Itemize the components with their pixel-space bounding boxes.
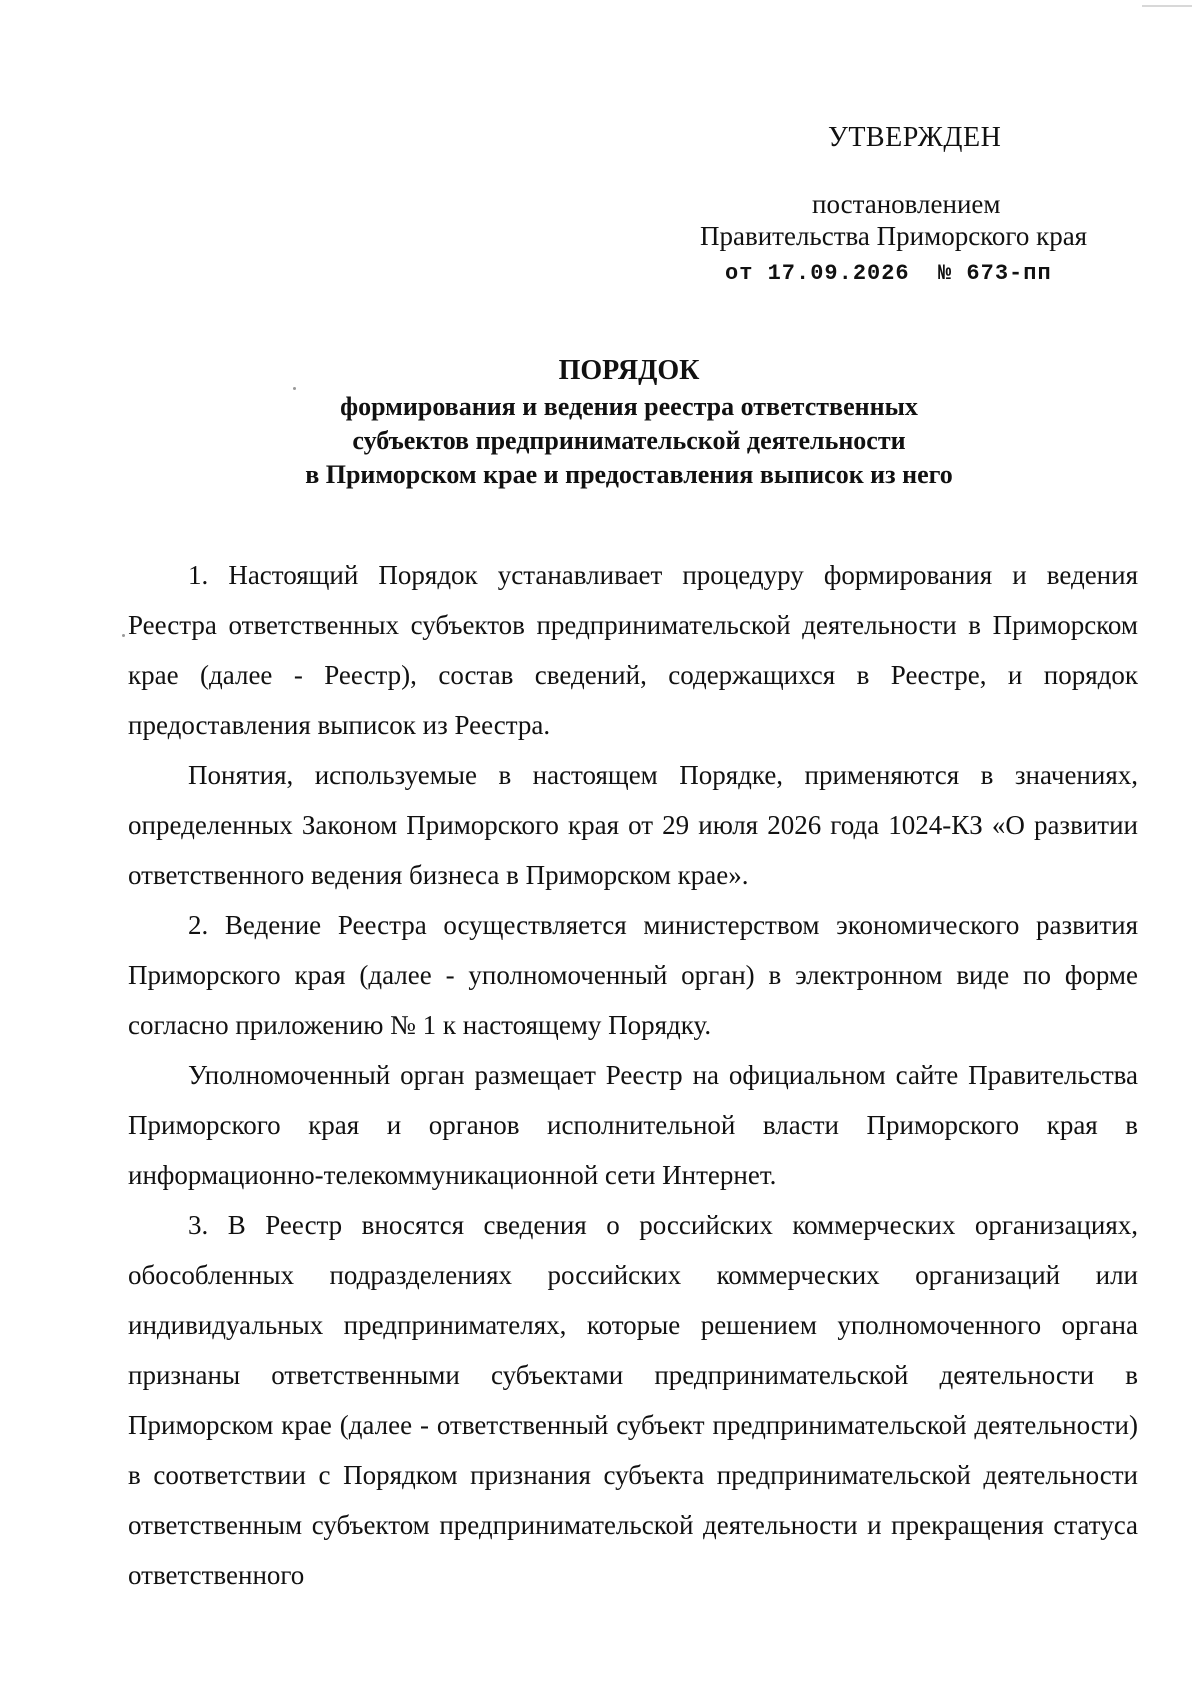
document-title-main: ПОРЯДОК: [558, 355, 700, 386]
paragraph-publication: Уполномоченный орган размещает Реестр на официальном сайте Правительства Приморского края и органов исполнительной власти Приморского края в информационно-телекоммуникационной сети Интернет.: [128, 1060, 1138, 1190]
paragraph-1: 1. Настоящий Порядок устанавливает процедуру формирования и ведения Реестра ответственных субъектов предпринимательской деятельности в Приморском крае (далее - Реестр), состав сведений, содержащихся в Реестре, и порядок предоставления выписок из Реестра.: [128, 560, 1138, 740]
paragraph-3: 3. В Реестр вносятся сведения о российских коммерческих организациях, обособленных подразделениях российских коммерческих организаций или индивидуальных предпринимателях, которые решением уполномоченного органа признаны ответственными субъектами предпринимательской деятельности в Приморском крае (далее - ответственный субъект предпринимательской деятельности) в соответствии с Порядком признания субъекта предпринимательской деятельности ответственным субъектом предпринимательской деятельности и прекращения статуса ответственного: [128, 1210, 1138, 1590]
approval-government-name: Правительства Приморского края: [700, 221, 1088, 251]
paragraph-definitions: Понятия, используемые в настоящем Порядке, применяются в значениях, определенных Законом Приморского края от 29 июля 2026 года 1024-КЗ «О развитии ответственного ведения бизнеса в Приморском крае».: [128, 760, 1138, 890]
scan-speck: [122, 634, 125, 637]
document-title-line: в Приморском крае и предоставления выписок из него: [305, 460, 953, 489]
approval-date-number: от 17.09.2026 № 673-пп: [725, 261, 1052, 286]
scan-edge-mark: [1142, 5, 1192, 7]
document-body: [128, 550, 1138, 1600]
document-title-line: формирования и ведения реестра ответственных: [340, 392, 918, 421]
document-title: [120, 352, 1138, 492]
paragraph-2: 2. Ведение Реестра осуществляется министерством экономического развития Приморского края (далее - уполномоченный орган) в электронном виде по форме согласно приложению № 1 к настоящему Порядку.: [128, 910, 1138, 1040]
approval-resolution-word: постановлением: [812, 189, 1001, 219]
approval-heading: УТВЕРЖДЕН: [828, 122, 1002, 153]
document-title-line: субъектов предпринимательской деятельности: [352, 426, 906, 455]
